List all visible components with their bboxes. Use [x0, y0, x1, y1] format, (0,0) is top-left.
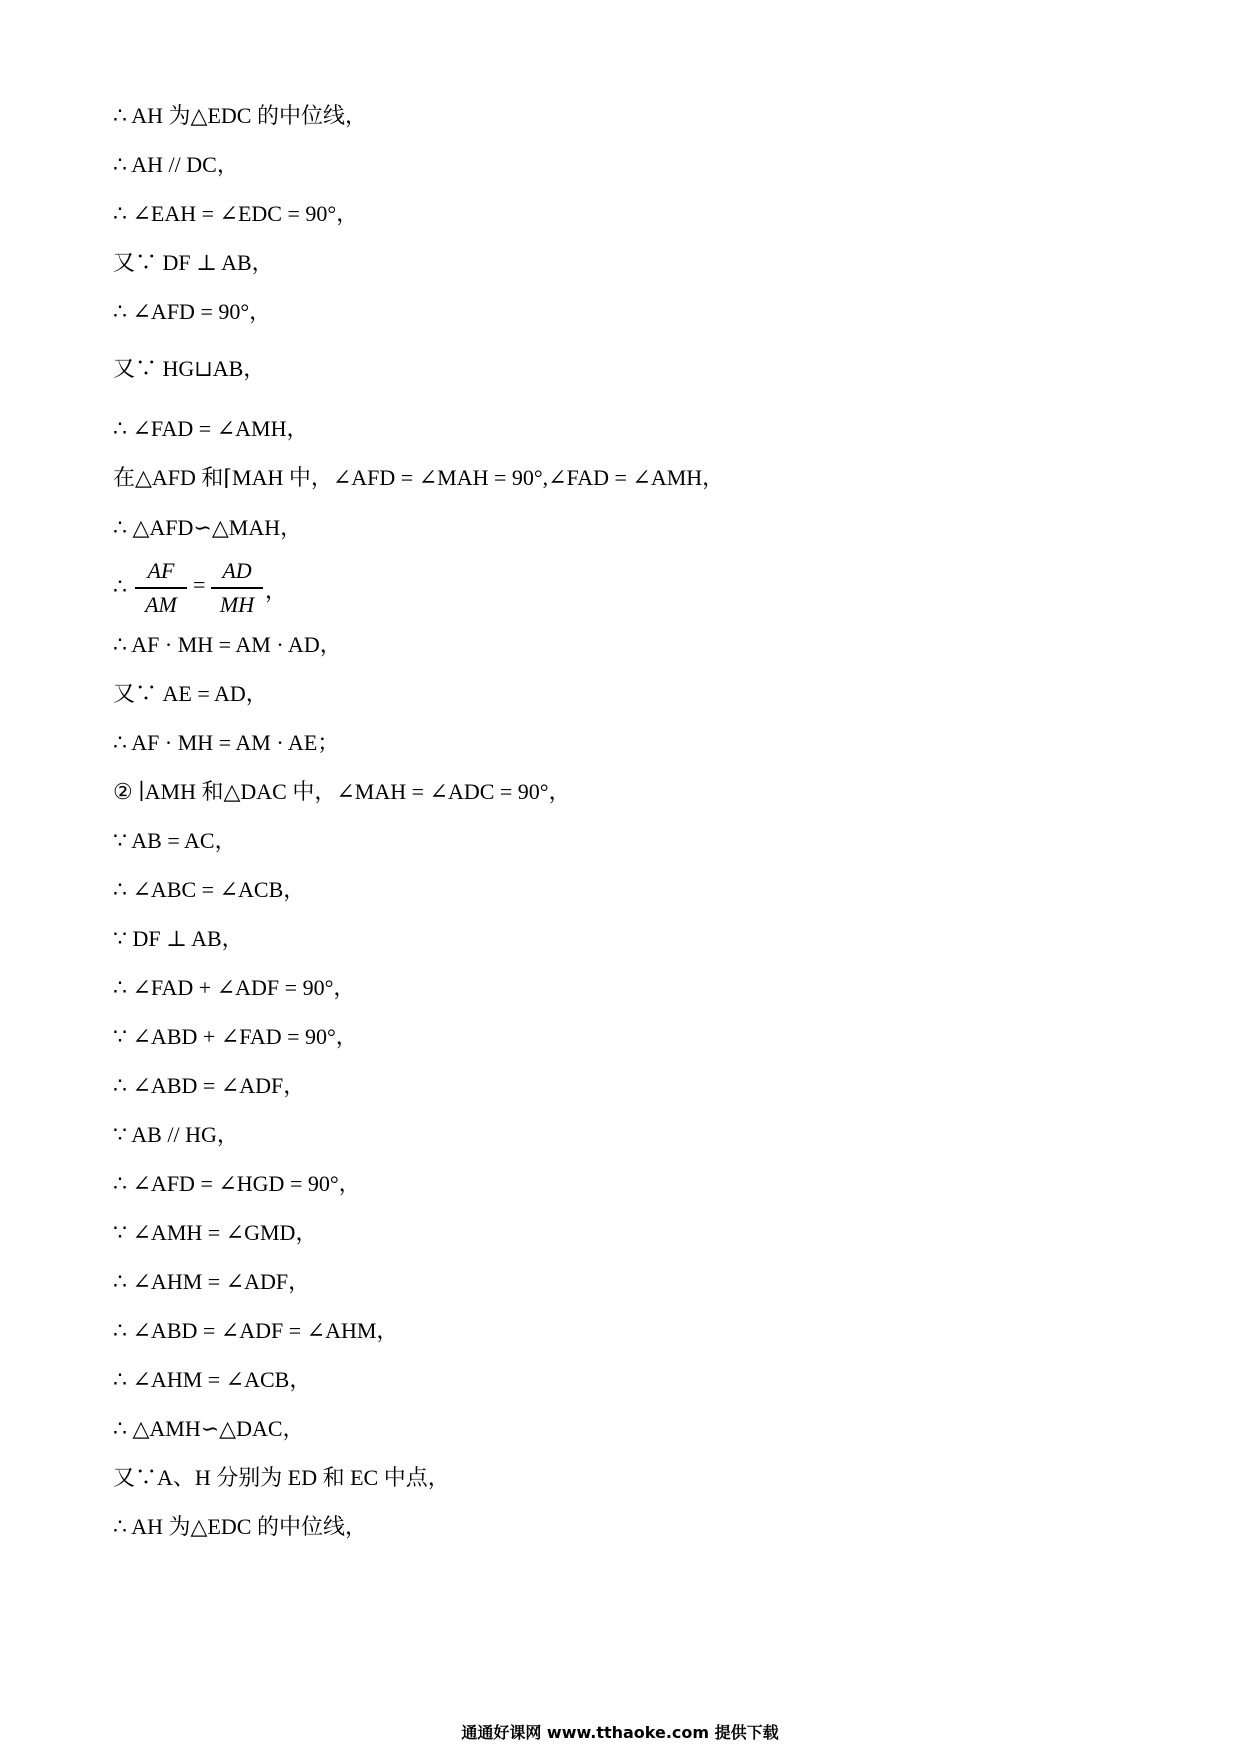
page-footer: 通通好课网 www.tthaoke.com 提供下载: [461, 1723, 779, 1742]
proof-line: ∴ ∠AHM = ∠ADF，: [113, 1269, 311, 1294]
fraction-right-denominator: MH: [219, 592, 255, 617]
proof-line: ∴ ∠AHM = ∠ACB，: [113, 1367, 312, 1392]
fraction-bar: [135, 587, 187, 589]
proof-line: ∴ ∠AFD = 90°，: [113, 299, 272, 324]
equals-sign: =: [193, 572, 206, 597]
proof-line: ∴ ∠ABD = ∠ADF，: [113, 1073, 306, 1098]
proof-line: 又∵ HG⊔AB，: [113, 356, 266, 381]
proof-line: 又∵ DF ⊥ AB，: [113, 250, 274, 275]
fraction-left: [135, 556, 187, 620]
fraction-right-numerator: AD: [222, 558, 252, 583]
proof-line: ② ∣AMH 和△DAC 中，∠MAH = ∠ADC = 90°，: [113, 779, 571, 804]
fraction-left-numerator: AF: [147, 558, 175, 583]
proof-line: 在△AFD 和⌈MAH 中，∠AFD = ∠MAH = 90°,∠FAD = ∠AMH，: [113, 465, 725, 490]
proof-line: ∴ ∠FAD = ∠AMH，: [113, 416, 309, 441]
fraction-comma: ，: [265, 578, 288, 603]
proof-line: ∴ AH // DC，: [113, 152, 239, 177]
proof-line: ∴ AF · MH = AM · AE；: [113, 730, 340, 755]
proof-line: 又∵ AE = AD，: [113, 681, 268, 706]
fraction-bar: [211, 587, 263, 589]
therefore-symbol: ∴: [113, 574, 127, 599]
proof-line: ∵ AB = AC，: [113, 828, 237, 853]
proof-line: ∴ AF · MH = AM · AD，: [113, 632, 342, 657]
proof-line: ∵ ∠AMH = ∠GMD，: [113, 1220, 318, 1245]
fraction-left-denominator: AM: [145, 592, 177, 617]
proof-line: ∴ △AFD∽△MAH，: [113, 515, 303, 540]
proof-line: ∴ ∠ABC = ∠ACB，: [113, 877, 306, 902]
proof-line: 又∵A、H 分别为 ED 和 EC 中点，: [113, 1465, 450, 1490]
proof-line: ∴ ∠ABD = ∠ADF = ∠AHM，: [113, 1318, 399, 1343]
proof-line: ∴ ∠EAH = ∠EDC = 90°，: [113, 201, 359, 226]
proof-line: ∴ ∠FAD + ∠ADF = 90°，: [113, 975, 356, 1000]
proof-line: ∴ △AMH∽△DAC，: [113, 1416, 305, 1441]
proof-line: ∵ ∠ABD + ∠FAD = 90°，: [113, 1024, 358, 1049]
proof-line: ∵ DF ⊥ AB，: [113, 926, 244, 951]
fraction-right: [211, 556, 263, 620]
proof-line: ∴ AH 为△EDC 的中位线，: [113, 1514, 367, 1539]
proof-line: ∵ AB // HG，: [113, 1122, 239, 1147]
proof-line: ∴ ∠AFD = ∠HGD = 90°，: [113, 1171, 361, 1196]
proof-line: ∴ AH 为△EDC 的中位线，: [113, 103, 367, 128]
